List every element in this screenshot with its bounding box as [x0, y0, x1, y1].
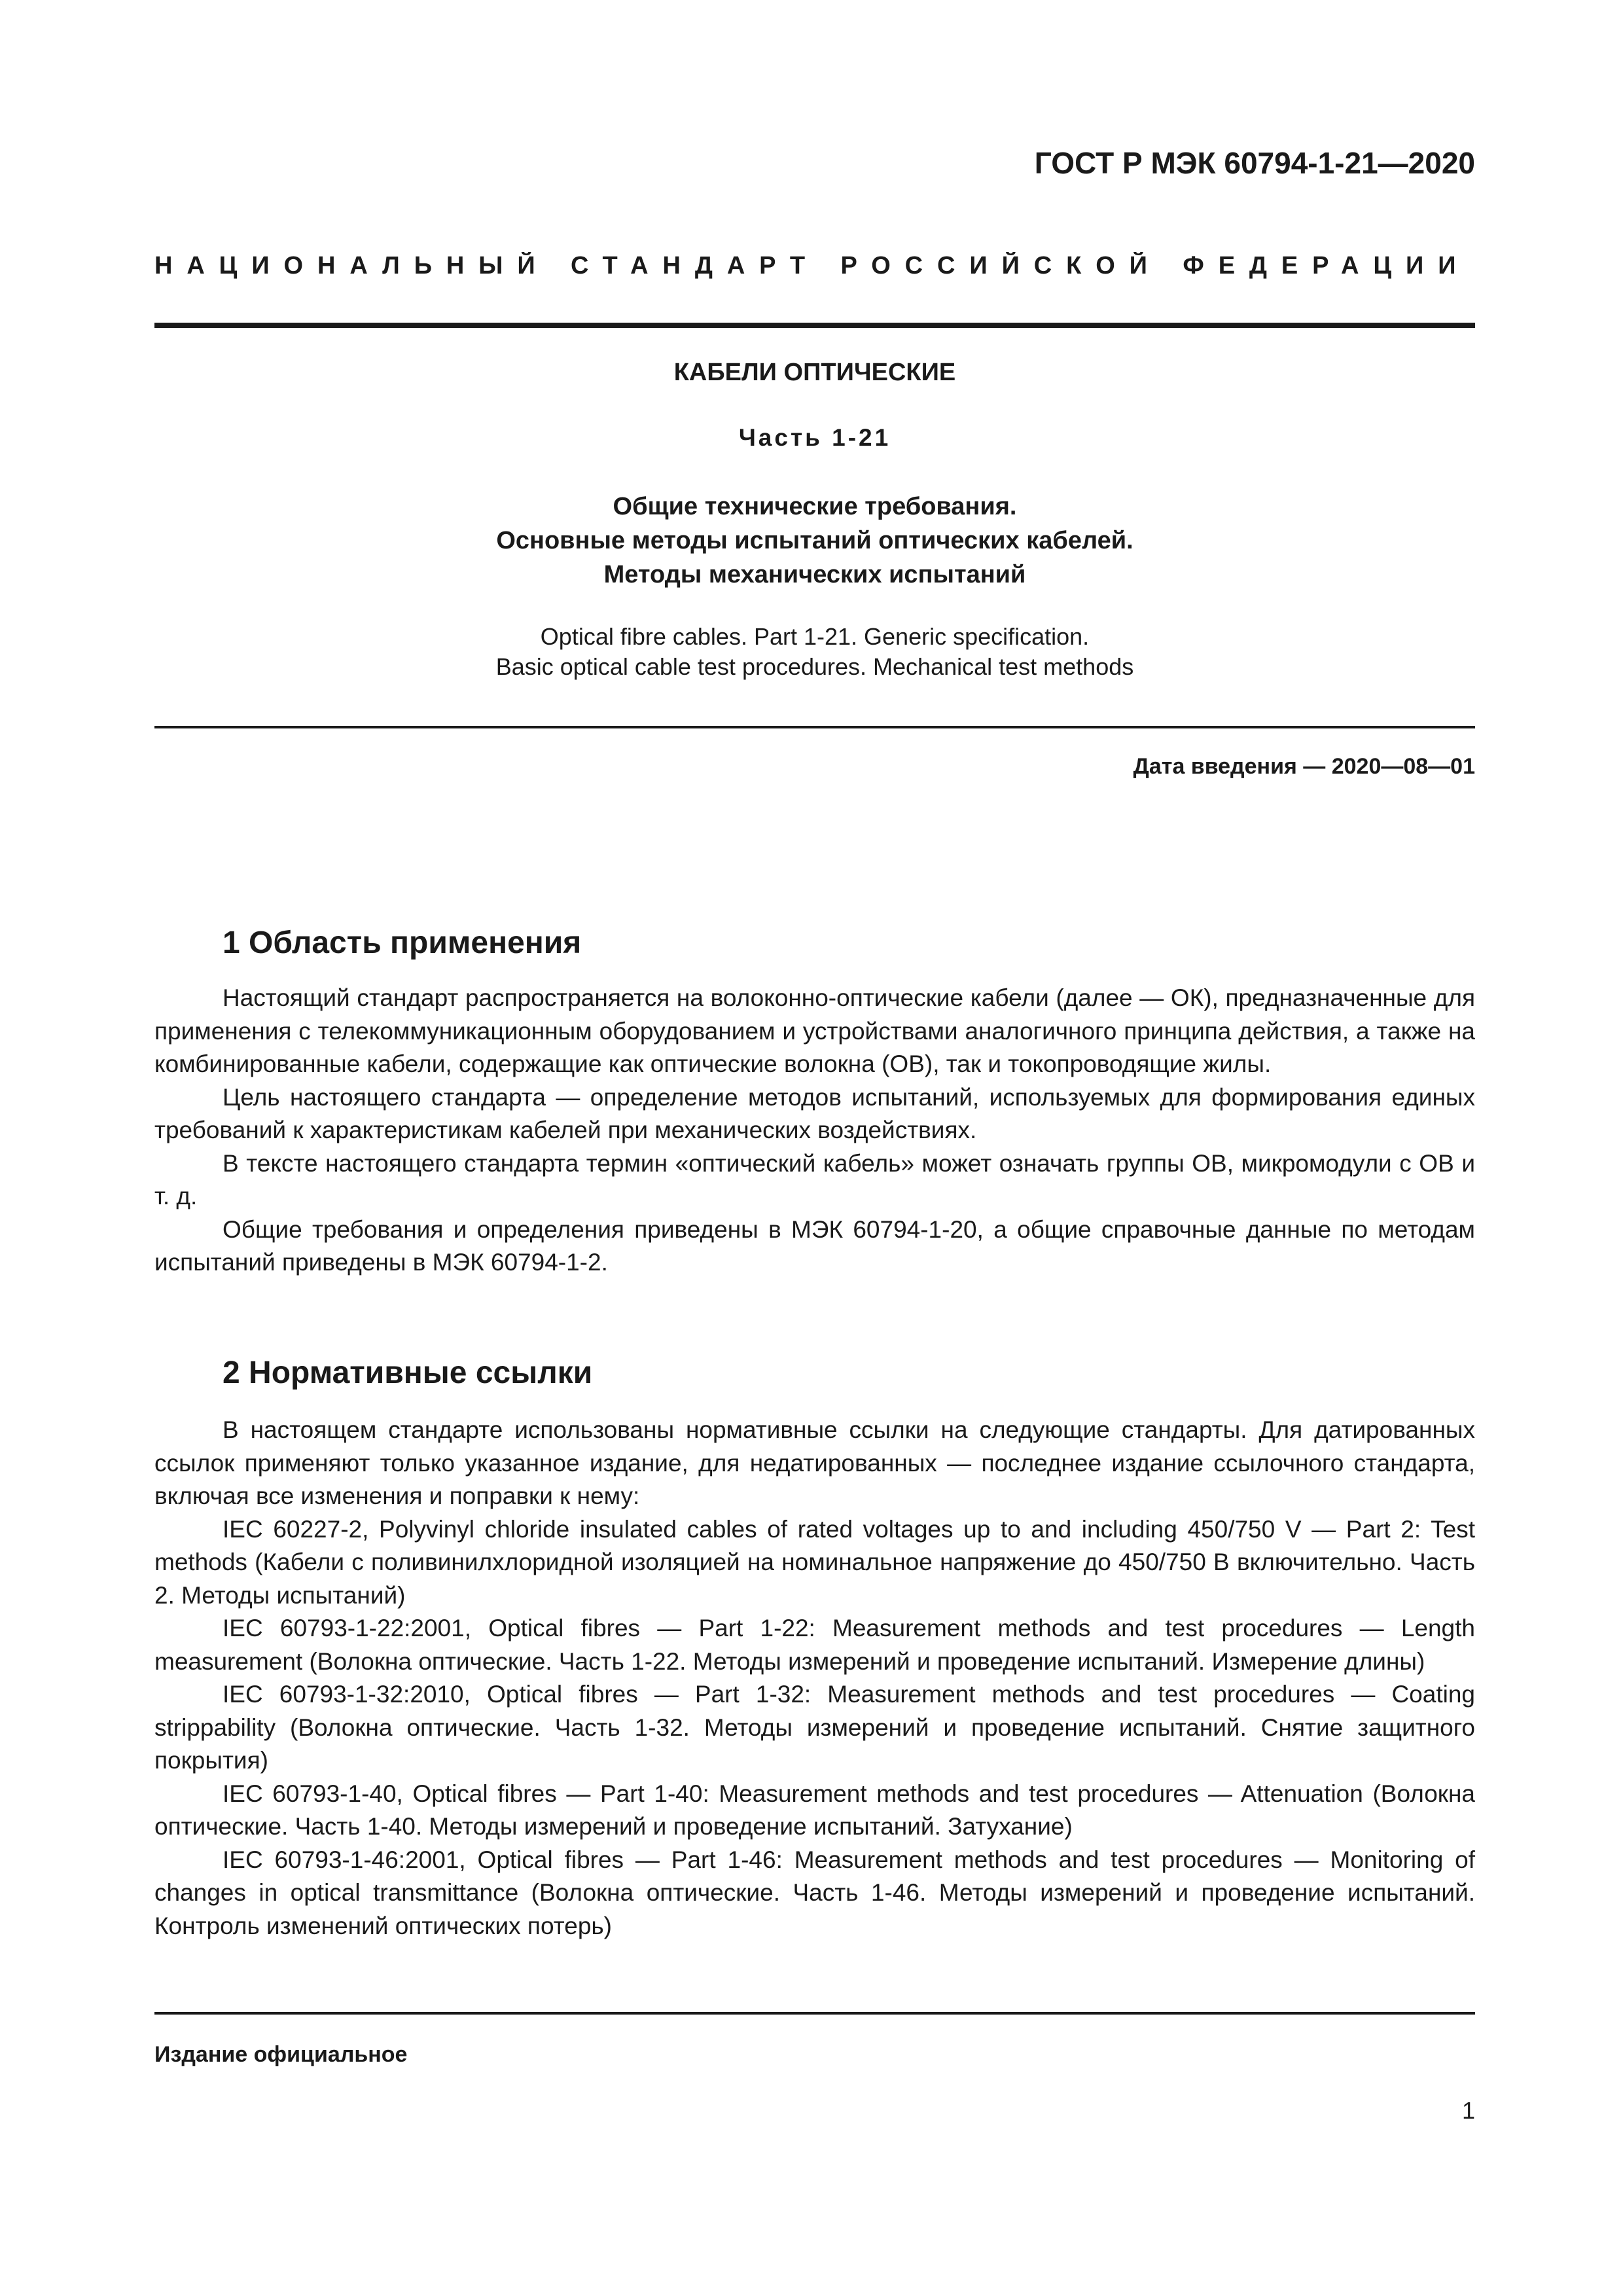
- english-title-line: Optical fibre cables. Part 1-21. Generic specification.: [540, 623, 1090, 650]
- page-number: 1: [1461, 2097, 1475, 2124]
- footer-divider: [154, 2012, 1475, 2015]
- document-subtitle: [154, 490, 1475, 592]
- introduction-date: Дата введения — 2020—08—01: [1133, 754, 1475, 779]
- english-title-line: Basic optical cable test procedures. Mechanical test methods: [495, 653, 1134, 680]
- english-title: [154, 622, 1475, 682]
- reference-item: IEC 60793-1-46:2001, Optical fibres — Part 1-46: Measurement methods and test procedures — Monitoring of changes in optical transmittance (Волокна оптические. Часть 1-46. Методы измерений и проведение испытаний. Контроль изменений оптических потерь): [154, 1846, 1475, 1939]
- section-body-references: [154, 1414, 1475, 1943]
- paragraph: Настоящий стандарт распространяется на волоконно-оптические кабели (далее — ОК), предназначенные для применения с телекоммуникационным оборудованием и устройствами аналогичного принципа действия, а также на комбинированные кабели, содержащие как оптические волокна (ОВ), так и токопроводящие жилы.: [154, 984, 1475, 1077]
- part-label: Часть 1-21: [738, 424, 891, 451]
- document-title: КАБЕЛИ ОПТИЧЕСКИЕ: [673, 359, 956, 386]
- paragraph: В настоящем стандарте использованы нормативные ссылки на следующие стандарты. Для датированных ссылок применяют только указанное издание, для недатированных — последнее издание ссылочного стандарта, включая все изменения и поправки к нему:: [154, 1416, 1475, 1509]
- edition-label: Издание официальное: [154, 2042, 408, 2067]
- header-divider: [154, 323, 1475, 328]
- title-divider: [154, 726, 1475, 728]
- reference-item: IEC 60227-2, Polyvinyl chloride insulated cables of rated voltages up to and including 450/750 V — Part 2: Test methods (Кабели с поливинилхлоридной изоляцией на номинальное напряжение до 450/750 В включительно. Часть 2. Методы испытаний): [154, 1515, 1475, 1609]
- reference-item: IEC 60793-1-22:2001, Optical fibres — Part 1-22: Measurement methods and test procedures — Length measurement (Волокна оптические. Часть 1-22. Методы измерений и проведение испытаний. Измерение длины): [154, 1615, 1475, 1675]
- national-standard-header: НАЦИОНАЛЬНЫЙ СТАНДАРТ РОССИЙСКОЙ ФЕДЕРАЦИИ: [154, 252, 1471, 279]
- paragraph: Цель настоящего стандарта — определение методов испытаний, используемых для формирования единых требований к характеристикам кабелей при механических воздействиях.: [154, 1083, 1475, 1143]
- reference-item: IEC 60793-1-40, Optical fibres — Part 1-40: Measurement methods and test procedures — Attenuation (Волокна оптические. Часть 1-40. Методы измерений и проведение испытаний. Затухание): [154, 1780, 1475, 1840]
- paragraph: Общие требования и определения приведены в МЭК 60794-1-20, а общие справочные данные по методам испытаний приведены в МЭК 60794-1-2.: [154, 1215, 1475, 1276]
- subtitle-line: Основные методы испытаний оптических кабелей.: [496, 527, 1133, 554]
- section-heading-scope: 1 Область применения: [223, 925, 582, 960]
- paragraph: В тексте настоящего стандарта термин «оптический кабель» может означать группы ОВ, микромодули с ОВ и т. д.: [154, 1149, 1475, 1210]
- document-number: ГОСТ Р МЭК 60794-1-21—2020: [1034, 146, 1475, 180]
- subtitle-line: Общие технические требования.: [613, 493, 1017, 520]
- subtitle-line: Методы механических испытаний: [603, 561, 1026, 588]
- reference-item: IEC 60793-1-32:2010, Optical fibres — Part 1-32: Measurement methods and test procedures — Coating strippability (Волокна оптические. Часть 1-32. Методы измерений и проведение испытаний. Снятие защитного покрытия): [154, 1681, 1475, 1774]
- section-heading-references: 2 Нормативные ссылки: [223, 1355, 593, 1390]
- section-body-scope: [154, 982, 1475, 1280]
